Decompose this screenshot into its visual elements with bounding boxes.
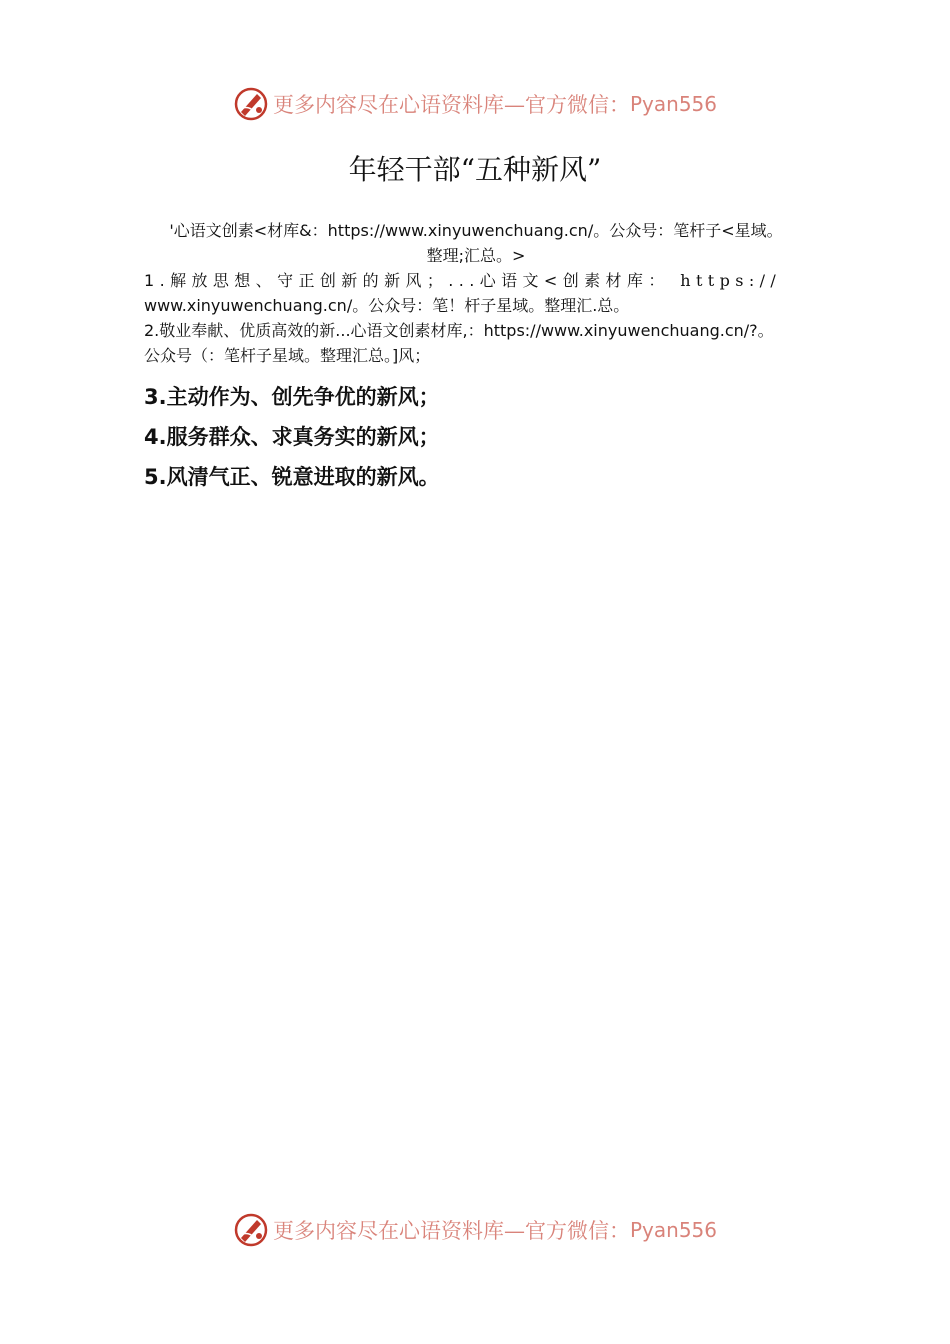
list-item-2-line-1: 2.敬业奉献、优质高效的新...心语文创素材库,：https://www.xinyuwenchuang.cn/?。 bbox=[144, 321, 774, 340]
list-item-1-line-2: www.xinyuwenchuang.cn/。公众号：笔！杆子星域。整理汇.总。 bbox=[144, 296, 630, 315]
heading-3: 3.主动作为、创先争优的新风； bbox=[144, 385, 440, 409]
header-banner bbox=[0, 82, 950, 126]
banner-text: 更多内容尽在心语资料库—官方微信： bbox=[272, 93, 630, 117]
heading-4: 4.服务群众、求真务实的新风； bbox=[144, 425, 440, 449]
intro-line-2: 整理;汇总。> bbox=[426, 246, 526, 265]
intro-paragraph bbox=[144, 218, 808, 268]
pen-logo-icon bbox=[233, 86, 269, 122]
footer-banner bbox=[0, 1208, 950, 1252]
list-item-1-url: https:// bbox=[680, 271, 782, 290]
list-item-1-line-1 bbox=[144, 268, 808, 293]
list-item-1 bbox=[144, 268, 808, 318]
wechat-id: Pyan556 bbox=[629, 92, 717, 116]
list-item-2-line-2: 公众号（：笔杆子星域。整理汇总。]风； bbox=[144, 346, 431, 365]
intro-line-1: '心语文创素<材库&：https://www.xinyuwenchuang.cn/。公众号：笔杆子<星域。 bbox=[169, 221, 783, 240]
list-item-1-text: 1.解放思想、守正创新的新风；...心语文<创素材库： bbox=[144, 271, 670, 290]
list-item-2 bbox=[144, 318, 808, 368]
banner-text: 更多内容尽在心语资料库—官方微信： bbox=[272, 1219, 630, 1243]
heading-5: 5.风清气正、锐意进取的新风。 bbox=[144, 465, 440, 489]
page-title: 年轻干部“五种新风” bbox=[348, 153, 602, 186]
document-body bbox=[144, 218, 808, 502]
pen-logo-icon bbox=[233, 1212, 269, 1248]
wechat-id: Pyan556 bbox=[629, 1218, 717, 1242]
